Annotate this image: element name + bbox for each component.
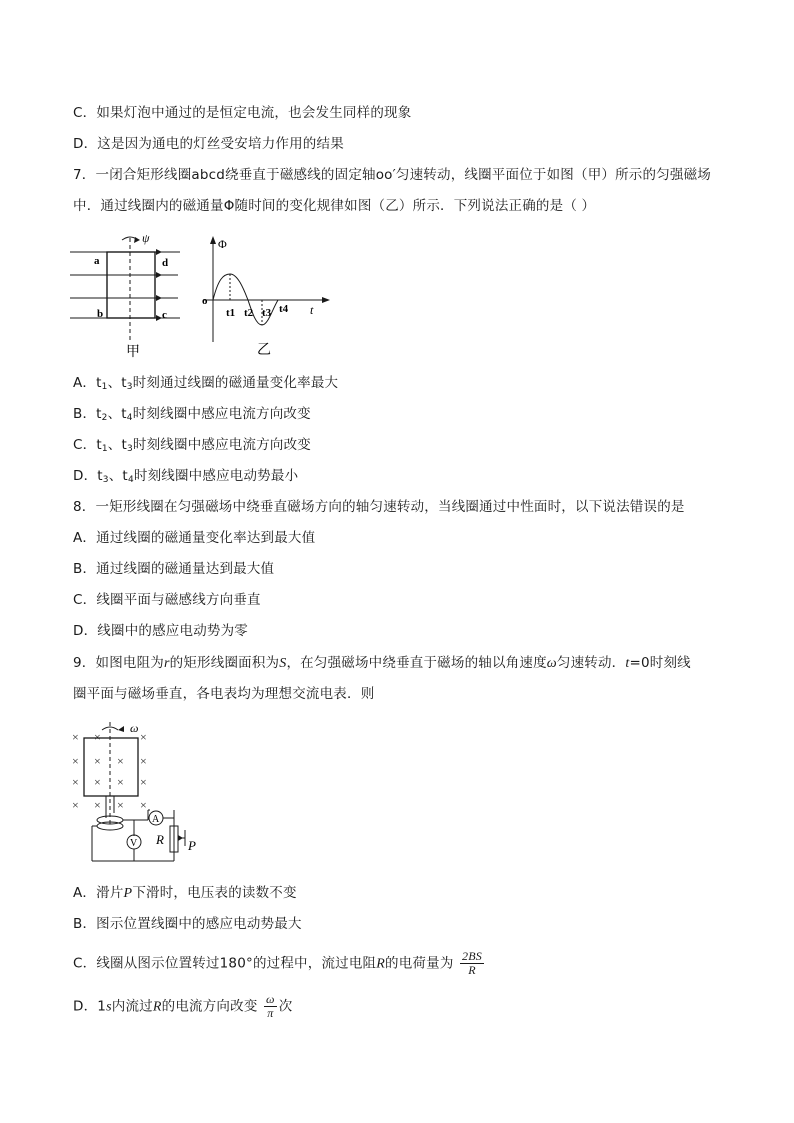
q9-fig-voltmeter-label: V <box>130 838 138 849</box>
q9-c-fraction: $\frac{2BS}{R}$ <box>462 949 482 977</box>
q7-option-a: A．$t_1$、$t_3$时刻通过线圈的磁通量变化率最大 <box>73 375 339 392</box>
q8-option-d: D．线圈中的感应电动势为零 <box>73 623 248 639</box>
cross: × <box>117 775 124 789</box>
cross: × <box>94 754 101 768</box>
q7-figure-yi <box>200 230 330 358</box>
q7-stem-line1: 7．一闭合矩形线圈abcd绕垂直于磁感线的固定轴oo′匀速转动，线圈平面位于如图（甲）所示的匀强磁场 <box>73 167 712 183</box>
q8-option-b: B．通过线圈的磁通量达到最大值 <box>73 561 275 577</box>
cross: × <box>117 798 124 812</box>
q7-fig-yi-t1: t1 <box>226 307 236 319</box>
option-d-prev: D．这是因为通电的灯丝受安培力作用的结果 <box>73 136 344 152</box>
q9-fig-omega: ω <box>130 721 139 735</box>
q9-stem-line2: 圈平面与磁场垂直，各电表均为理想交流电表．则 <box>73 686 375 702</box>
q7-option-b: B．$t_2$、$t_4$时刻线圈中感应电流方向改变 <box>73 406 311 423</box>
q9-fig-slider-label: P <box>188 838 196 853</box>
cross: × <box>72 775 79 789</box>
q7-fig-yi-xlabel: t <box>310 303 314 317</box>
cross: × <box>72 730 79 744</box>
cross: × <box>140 775 147 789</box>
q7-fig-yi-caption: 乙 <box>257 343 271 358</box>
q9-option-c: C．线圈从图示位置转过180°的过程中，流过电阻R的电荷量为 $\frac{2BS}{R}$ <box>73 949 482 977</box>
q7-fig-jia-axis-label: ψ <box>142 231 150 245</box>
cross: × <box>140 798 147 812</box>
cross: × <box>94 775 101 789</box>
cross: × <box>72 798 79 812</box>
q9-d-fraction: $\frac{\omega}{\pi}$ <box>266 992 275 1020</box>
q7-fig-jia-label-d: d <box>162 257 169 269</box>
q7-fig-yi-t3: t3 <box>262 307 272 319</box>
cross: × <box>72 754 79 768</box>
q8-option-c: C．线圈平面与磁感线方向垂直 <box>73 592 261 608</box>
q9-fig-ammeter-label: A <box>152 814 160 825</box>
q9-option-b: B．图示位置线圈中的感应电动势最大 <box>73 916 302 932</box>
q7-fig-yi-origin: o <box>202 295 208 307</box>
q9-stem-line1: 9．如图电阻为r的矩形线圈面积为S，在匀强磁场中绕垂直于磁场的轴以角速度ω匀速转动．t=0时刻线 <box>73 655 691 671</box>
q9-circuit-figure <box>70 718 210 868</box>
q7-fig-yi-t4: t4 <box>279 303 289 315</box>
q7-figure-jia <box>70 230 200 358</box>
cross: × <box>140 730 147 744</box>
q7-fig-jia-label-a: a <box>94 255 100 267</box>
q7-option-c: C．$t_1$、$t_3$时刻线圈中感应电流方向改变 <box>73 437 312 454</box>
q8-option-a: A．通过线圈的磁通量变化率达到最大值 <box>73 530 316 546</box>
q7-fig-jia-label-c: c <box>162 309 167 321</box>
q7-fig-jia-caption: 甲 <box>126 345 140 360</box>
cross: × <box>117 754 124 768</box>
q7-fig-yi-t2: t2 <box>244 307 254 319</box>
cross: × <box>94 798 101 812</box>
cross: × <box>140 754 147 768</box>
q7-fig-yi-ylabel: Φ <box>218 237 227 251</box>
q9-fig-resistor-label: R <box>156 832 164 847</box>
q7-fig-jia-label-b: b <box>97 308 104 320</box>
q7-option-d: D．$t_3$、$t_4$时刻线圈中感应电动势最小 <box>73 468 299 485</box>
q8-stem: 8．一矩形线圈在匀强磁场中绕垂直磁场方向的轴匀速转动，当线圈通过中性面时，以下说法错误的是 <box>73 499 685 515</box>
q7-stem-line2: 中．通过线圈内的磁通量Φ随时间的变化规律如图（乙）所示．下列说法正确的是（ ） <box>73 198 596 214</box>
q9-option-a: A．滑片P下滑时，电压表的读数不变 <box>73 885 297 901</box>
cross: × <box>94 730 101 744</box>
q9-option-d: D．1s内流过R的电流方向改变 $\frac{\omega}{\pi}$ 次 <box>73 992 293 1020</box>
option-c-prev: C．如果灯泡中通过的是恒定电流，也会发生同样的现象 <box>73 105 412 121</box>
